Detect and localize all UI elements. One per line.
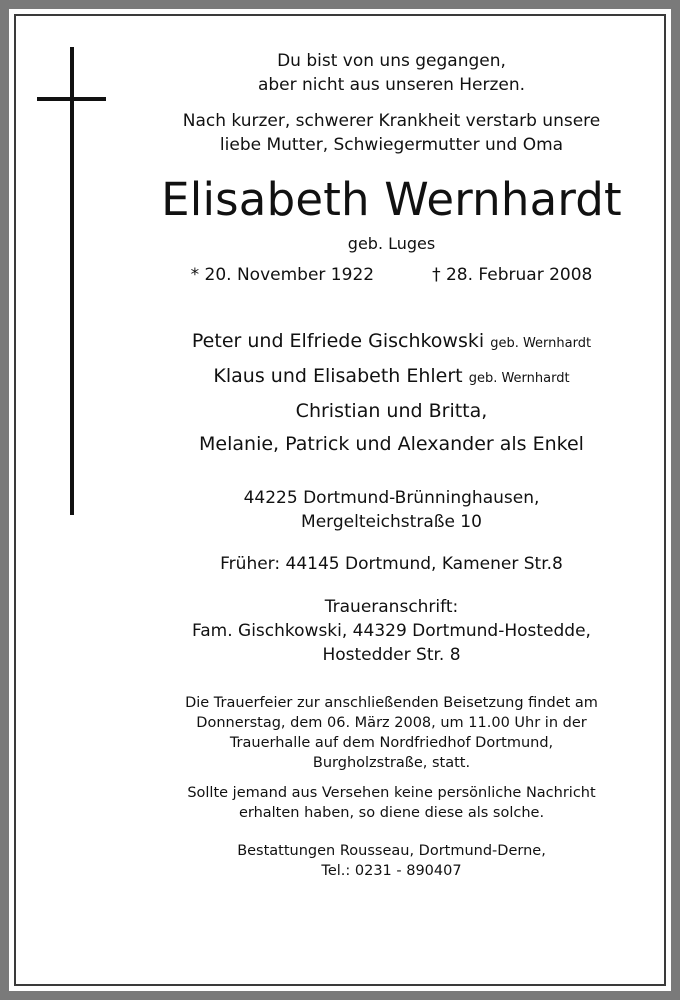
- undertaker-info: Bestattungen Rousseau, Dortmund-Derne, Tel.: 0231 - 890407: [237, 843, 546, 879]
- life-dates: [123, 263, 660, 287]
- poem: [123, 49, 660, 97]
- announcement-line: liebe Mutter, Schwiegermutter und Oma: [219, 135, 564, 155]
- family-member: Melanie, Patrick und Alexander als Enkel: [199, 433, 584, 455]
- deceased-name: Elisabeth Wernhardt: [161, 173, 622, 226]
- announcement: [123, 109, 660, 157]
- announcement-line: Nach kurzer, schwerer Krankheit verstarb unsere: [182, 111, 601, 131]
- family-list: [123, 325, 660, 461]
- apology-notice: Sollte jemand aus Versehen keine persönliche Nachricht erhalten haben, so diene diese als solche.: [187, 785, 596, 821]
- family-member: Klaus und Elisabeth Ehlert geb. Wernhardt: [213, 365, 570, 387]
- mourning-address: Traueranschrift: Fam. Gischkowski, 44329 Dortmund-Hostedde, Hostedder Str. 8: [192, 597, 591, 665]
- family-member: Peter und Elfriede Gischkowski geb. Wernhardt: [191, 330, 592, 352]
- former-address: Früher: 44145 Dortmund, Kamener Str.8: [220, 554, 563, 574]
- cross-icon-bar: [37, 97, 106, 101]
- obituary-frame: [9, 9, 671, 991]
- obituary-content: [123, 49, 660, 881]
- maiden-name: geb. Luges: [347, 234, 436, 253]
- poem-line: Du bist von uns gegangen,: [277, 51, 506, 71]
- family-member: Christian und Britta,: [295, 400, 488, 422]
- family-note: geb. Wernhardt: [490, 336, 592, 351]
- family-note: geb. Wernhardt: [468, 371, 570, 386]
- funeral-notice: Die Trauerfeier zur anschließenden Beisetzung findet am Donnerstag, dem 06. März 2008, um 11.00 Uhr in der Trauerhalle auf dem Nordfriedhof Dortmund, Burgholzstraße, statt.: [185, 695, 598, 771]
- cross-icon: [70, 47, 74, 515]
- death-date: † 28. Februar 2008: [432, 265, 593, 285]
- home-address: 44225 Dortmund-Brünninghausen, Mergelteichstraße 10: [243, 488, 540, 532]
- poem-line: aber nicht aus unseren Herzen.: [257, 75, 526, 95]
- birth-date: * 20. November 1922: [190, 265, 375, 285]
